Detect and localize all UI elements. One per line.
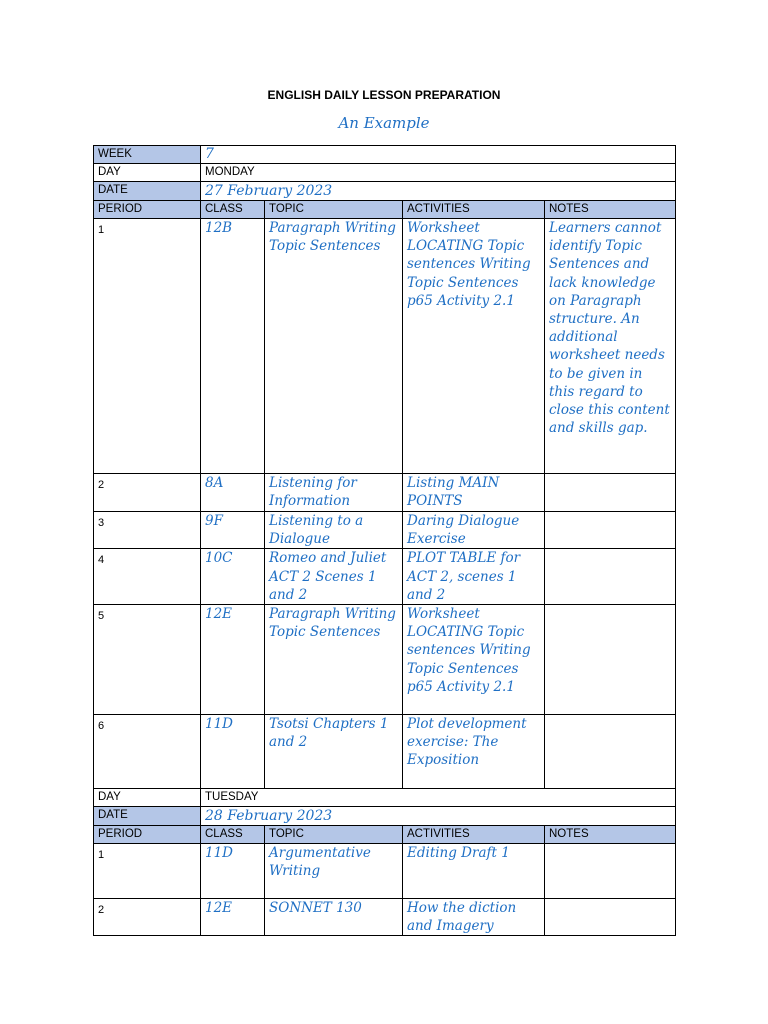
lesson-row	[94, 715, 676, 789]
header-topic: TOPIC	[265, 826, 403, 844]
day-value-tuesday: TUESDAY	[201, 789, 676, 807]
period-number: 2	[98, 479, 105, 491]
activities-value: Editing Draft 1	[407, 845, 510, 862]
activities-value: How the diction and Imagery	[407, 900, 517, 935]
day-label: DAY	[94, 164, 201, 182]
week-value: 7	[205, 146, 214, 162]
period-number: 1	[98, 224, 105, 236]
header-activities: ACTIVITIES	[403, 826, 545, 844]
date-row-monday	[94, 182, 676, 201]
period-number: 2	[98, 904, 105, 917]
day-row-monday	[94, 164, 676, 182]
topic-value: Paragraph Writing Topic Sentences	[269, 606, 396, 641]
header-period: PERIOD	[94, 201, 201, 219]
column-header-row	[94, 201, 676, 219]
class-value: 12E	[205, 900, 233, 917]
period-number: 3	[98, 517, 105, 529]
date-label: DATE	[94, 182, 201, 201]
document-title: ENGLISH DAILY LESSON PREPARATION	[267, 88, 501, 102]
date-row-tuesday	[94, 807, 676, 826]
lesson-row	[94, 512, 676, 549]
header-class: CLASS	[201, 201, 265, 219]
topic-value: Argumentative Writing	[269, 845, 371, 880]
class-value: 11D	[205, 845, 234, 862]
header-class: CLASS	[201, 826, 265, 844]
header-period: PERIOD	[94, 826, 201, 844]
week-row	[94, 146, 676, 164]
class-value: 8A	[205, 475, 224, 491]
period-number: 1	[98, 849, 105, 862]
activities-value: Listing MAIN POINTS	[407, 475, 500, 510]
header-notes: NOTES	[545, 826, 676, 844]
class-value: 11D	[205, 716, 234, 733]
header-topic: TOPIC	[265, 201, 403, 219]
date-value-tuesday: 28 February 2023	[205, 808, 333, 825]
lesson-row	[94, 844, 676, 899]
class-value: 12E	[205, 606, 233, 623]
activities-value: Plot development exercise: The Exposition	[407, 716, 527, 769]
activities-value: Worksheet LOCATING Topic sentences Writing Topic Sentences p65 Activity 2.1	[407, 606, 531, 695]
lesson-row	[94, 219, 676, 474]
lesson-row	[94, 474, 676, 512]
document-subtitle: An Example	[338, 114, 430, 132]
class-value: 12B	[205, 220, 233, 236]
week-label: WEEK	[94, 146, 201, 164]
header-activities: ACTIVITIES	[403, 201, 545, 219]
topic-value: Listening for Information	[269, 475, 357, 510]
period-number: 5	[98, 610, 105, 623]
activities-value: Worksheet LOCATING Topic sentences Writing Topic Sentences p65 Activity 2.1	[407, 220, 531, 309]
column-header-row	[94, 826, 676, 844]
lesson-row	[94, 899, 676, 936]
topic-value: SONNET 130	[269, 900, 362, 917]
lesson-row	[94, 605, 676, 715]
date-value-monday: 27 February 2023	[205, 183, 333, 199]
activities-value: PLOT TABLE for ACT 2, scenes 1 and 2	[407, 550, 521, 603]
day-value-monday: MONDAY	[201, 164, 676, 182]
day-label: DAY	[94, 789, 201, 807]
date-label: DATE	[94, 807, 201, 826]
period-number: 4	[98, 554, 105, 567]
topic-value: Listening to a Dialogue	[269, 513, 364, 548]
activities-value: Daring Dialogue Exercise	[407, 513, 520, 548]
topic-value: Tsotsi Chapters 1 and 2	[269, 716, 389, 751]
header-notes: NOTES	[545, 201, 676, 219]
topic-value: Romeo and Juliet ACT 2 Scenes 1 and 2	[269, 550, 387, 603]
day-row-tuesday	[94, 789, 676, 807]
topic-value: Paragraph Writing Topic Sentences	[269, 220, 396, 255]
period-number: 6	[98, 720, 105, 733]
class-value: 10C	[205, 550, 233, 567]
lesson-row	[94, 549, 676, 605]
notes-value: Learners cannot identify Topic Sentences and lack knowledge on Paragraph structure. An additional worksheet needs to be given in this regard to close this content and skills gap.	[549, 220, 670, 437]
class-value: 9F	[205, 513, 223, 529]
lesson-table	[93, 145, 676, 936]
